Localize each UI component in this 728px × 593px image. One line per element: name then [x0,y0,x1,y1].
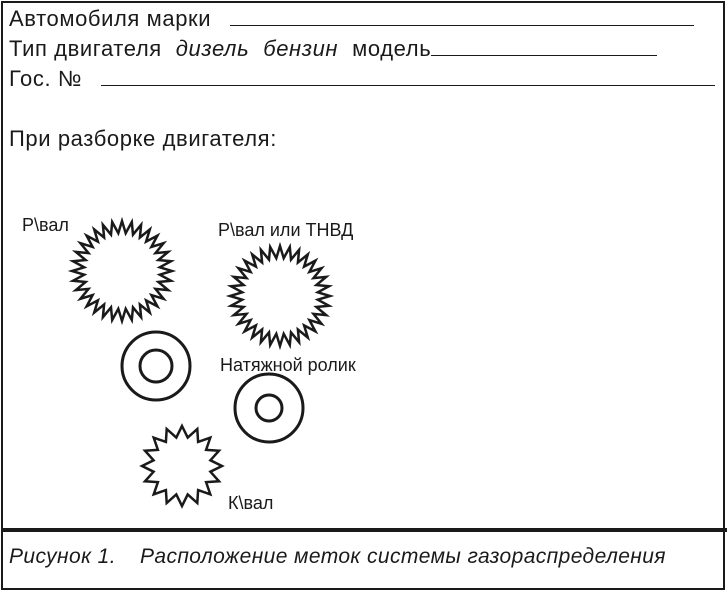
reg-number-row [9,65,715,92]
camshaft-or-pump-label: Р\вал или ТНВД [218,220,354,240]
model-label: модель [352,36,432,61]
camshaft-or-pump-sprocket [230,246,330,346]
reg-number-field[interactable] [101,65,715,86]
pulley-outer [122,332,190,400]
engine-option-petrol[interactable]: бензин [263,36,339,61]
disassembly-heading: При разборке двигателя: [9,126,277,151]
brand-row [9,5,694,32]
engine-row [9,35,657,62]
engine-type-label: Тип двигателя [9,36,162,61]
caption-divider [1,528,727,532]
engine-option-diesel[interactable]: дизель [175,36,250,61]
tensioner-roller-inner [256,395,282,421]
timing-marks-diagram [0,200,728,528]
camshaft-label: Р\вал [22,215,69,235]
model-field[interactable] [431,35,657,56]
brand-label: Автомобиля марки [9,6,212,31]
caption-number: Рисунок 1. [9,545,116,568]
camshaft-sprocket [72,221,172,321]
figure-caption [9,545,666,569]
crankshaft-sprocket [142,426,222,506]
caption-text: Расположение меток системы газораспределения [139,545,666,568]
tensioner-label: Натяжной ролик [220,355,356,375]
pulley-inner [140,350,172,382]
reg-number-label: Гос. № [9,66,83,91]
crankshaft-label: К\вал [228,493,274,513]
tensioner-roller-outer [235,374,303,442]
brand-field[interactable] [230,5,694,26]
